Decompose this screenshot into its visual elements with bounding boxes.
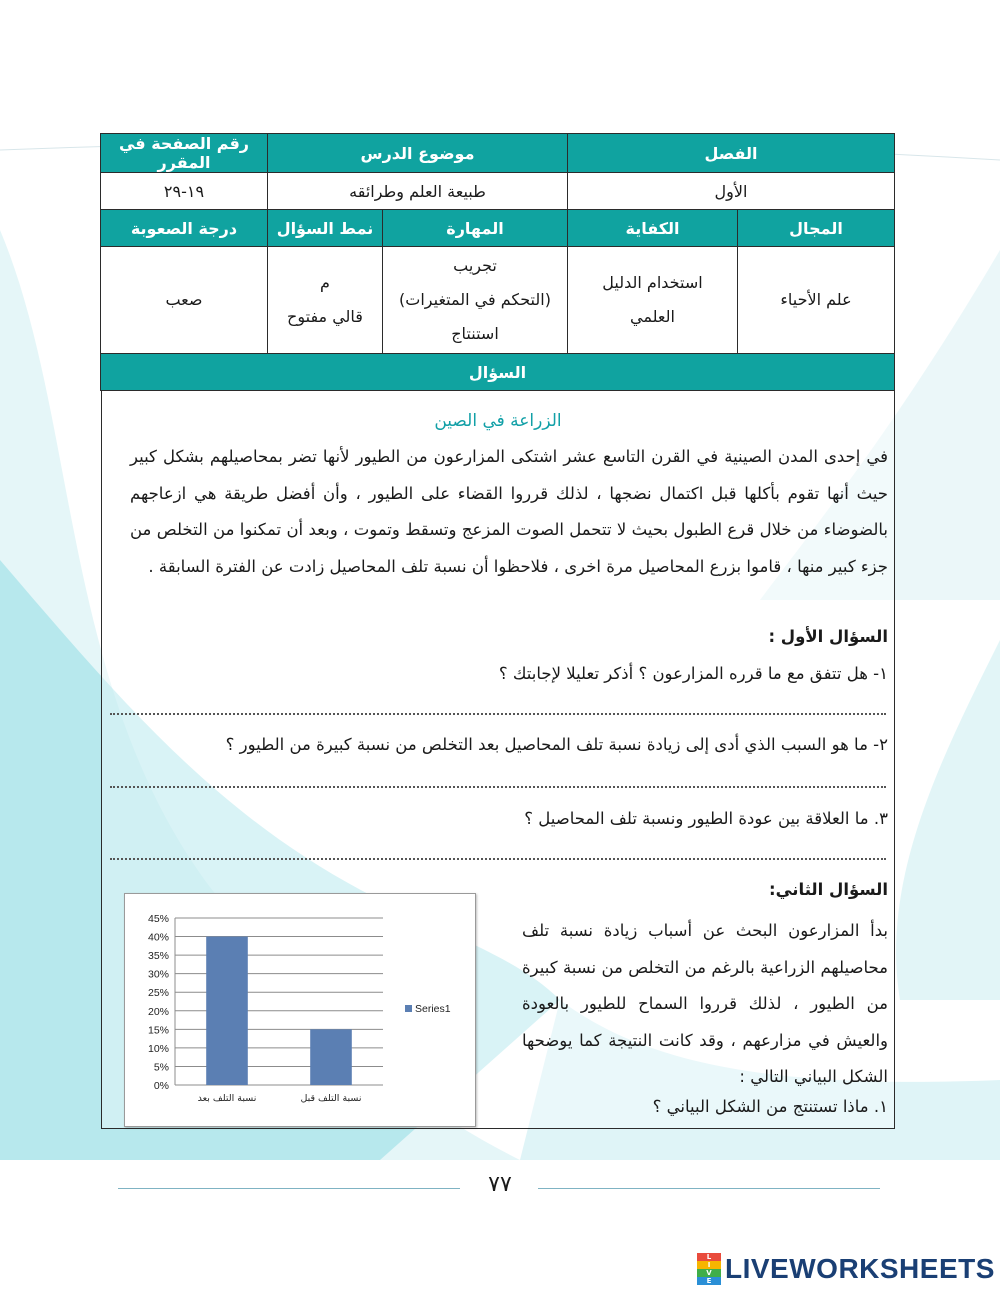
y-tick-label: 0% (153, 1080, 169, 1092)
y-tick-label: 5% (153, 1061, 169, 1074)
lesson-label: موضوع الدرس (267, 134, 567, 173)
page-number: ٧٧ (488, 1172, 512, 1197)
y-tick-label: 20% (147, 1005, 169, 1018)
answer-line-2[interactable] (110, 786, 886, 788)
liveworksheets-logo-icon (697, 1253, 721, 1285)
difficulty-label: درجة الصعوبة (100, 210, 267, 247)
page-value: ١٩-٢٩ (100, 173, 267, 210)
type-line-1: م (320, 273, 330, 292)
lesson-value: طبيعة العلم وطرائقه (267, 173, 567, 210)
question-paragraph: في إحدى المدن الصينية في القرن التاسع عشر اشتكى المزارعون من الطيور لأنها تضر بمحاصيلهم بشكل كبير حيث أنها تقوم بأكلها قبل اكتمال نضجها ، لذلك قرروا القضاء على الطيور ، وأن أفضل طريقة هي ازعاجهم بالضوضاء من خلال قرع الطبول بحيث لا تتحمل الصوت المزعج وتسقط وتموت ، وبعد أن تمكنوا من التخلص من جزء كبير منها ، قاموا بزرع المحاصيل مرة اخرى ، فلاحظوا أن نسبة تلف المحاصيل زادت عن الفترة السابقة . (130, 447, 888, 576)
worksheet (101, 133, 895, 1129)
skill-line-1: تجريب (453, 256, 497, 275)
x-tick-label: نسبة التلف بعد (197, 1093, 257, 1104)
question-1: ١- هل تتفق مع ما قرره المزارعون ؟ أذكر تعليلا لإجابتك ؟ (498, 664, 888, 683)
competency-label: الكفاية (568, 210, 738, 247)
skill-line-3: استنتاج (451, 324, 499, 343)
y-tick-label: 10% (147, 1042, 169, 1055)
skill-value (383, 247, 568, 354)
question-box (101, 391, 895, 1129)
bar (310, 1029, 352, 1085)
y-tick-label: 40% (147, 931, 169, 944)
y-tick-label: 45% (147, 913, 169, 925)
legend-swatch (405, 1005, 412, 1012)
liveworksheets-text: LIVEWORKSHEETS (725, 1253, 995, 1284)
liveworksheets-brand (697, 1253, 995, 1285)
question-3: ٣. ما العلاقة بين عودة الطيور ونسبة تلف المحاصيل ؟ (524, 809, 888, 828)
logo-letter-v: V (697, 1269, 721, 1277)
x-tick-label: نسبة التلف قبل (300, 1093, 362, 1104)
competency-line-1: استخدام الدليل (602, 273, 703, 292)
answer-line-3[interactable] (110, 858, 886, 860)
legend-label: Series1 (415, 1003, 451, 1015)
question-type-label: نمط السؤال (267, 210, 382, 247)
question-type-value (267, 247, 382, 354)
field-value: علم الأحياء (738, 247, 895, 354)
logo-letter-l: L (697, 1253, 721, 1261)
answer-line-1[interactable] (110, 713, 886, 715)
skill-label: المهارة (383, 210, 568, 247)
logo-letter-i: I (697, 1261, 721, 1269)
question-2: ٢- ما هو السبب الذي أدى إلى زيادة نسبة تلف المحاصيل بعد التخلص من نسبة كبيرة من الطيور ؟ (225, 735, 888, 754)
logo-letter-e: E (697, 1277, 721, 1285)
first-question-heading: السؤال الأول : (768, 627, 888, 646)
bar-chart-svg (125, 894, 475, 1126)
question-subtitle: الزراعة في الصين (434, 411, 562, 431)
question-header: السؤال (100, 354, 894, 391)
footer-line-left (118, 1188, 460, 1189)
bar-chart (124, 893, 476, 1127)
difficulty-value: صعب (100, 247, 267, 354)
y-tick-label: 35% (147, 950, 169, 963)
field-label: المجال (738, 210, 895, 247)
type-line-2: قالي مفتوح (287, 307, 363, 326)
second-question-1: ١. ماذا تستنتج من الشكل البياني ؟ (652, 1097, 888, 1116)
y-tick-label: 30% (147, 968, 169, 981)
footer-line-right (538, 1188, 880, 1189)
chapter-value: الأول (568, 173, 895, 210)
competency-line-2: العلمي (630, 307, 675, 326)
page-label: رقم الصفحة في المقرر (100, 134, 267, 173)
competency-value (568, 247, 738, 354)
skill-line-2: (التحكم في المتغيرات) (399, 290, 551, 309)
chapter-label: الفصل (568, 134, 895, 173)
y-tick-label: 15% (147, 1024, 169, 1037)
second-question-paragraph: بدأ المزارعون البحث عن أسباب زيادة نسبة تلف محاصيلهم الزراعية بالرغم من التخلص من نسبة كبيرة من الطيور ، لذلك قرروا السماح للطيور بالعودة والعيش في مزارعهم ، وقد كانت النتيجة كما يوضحها الشكل البياني التالي : (522, 921, 888, 1086)
info-table (100, 133, 895, 391)
bar (206, 937, 248, 1085)
y-tick-label: 25% (147, 987, 169, 1000)
second-question-heading: السؤال الثاني: (769, 880, 888, 899)
